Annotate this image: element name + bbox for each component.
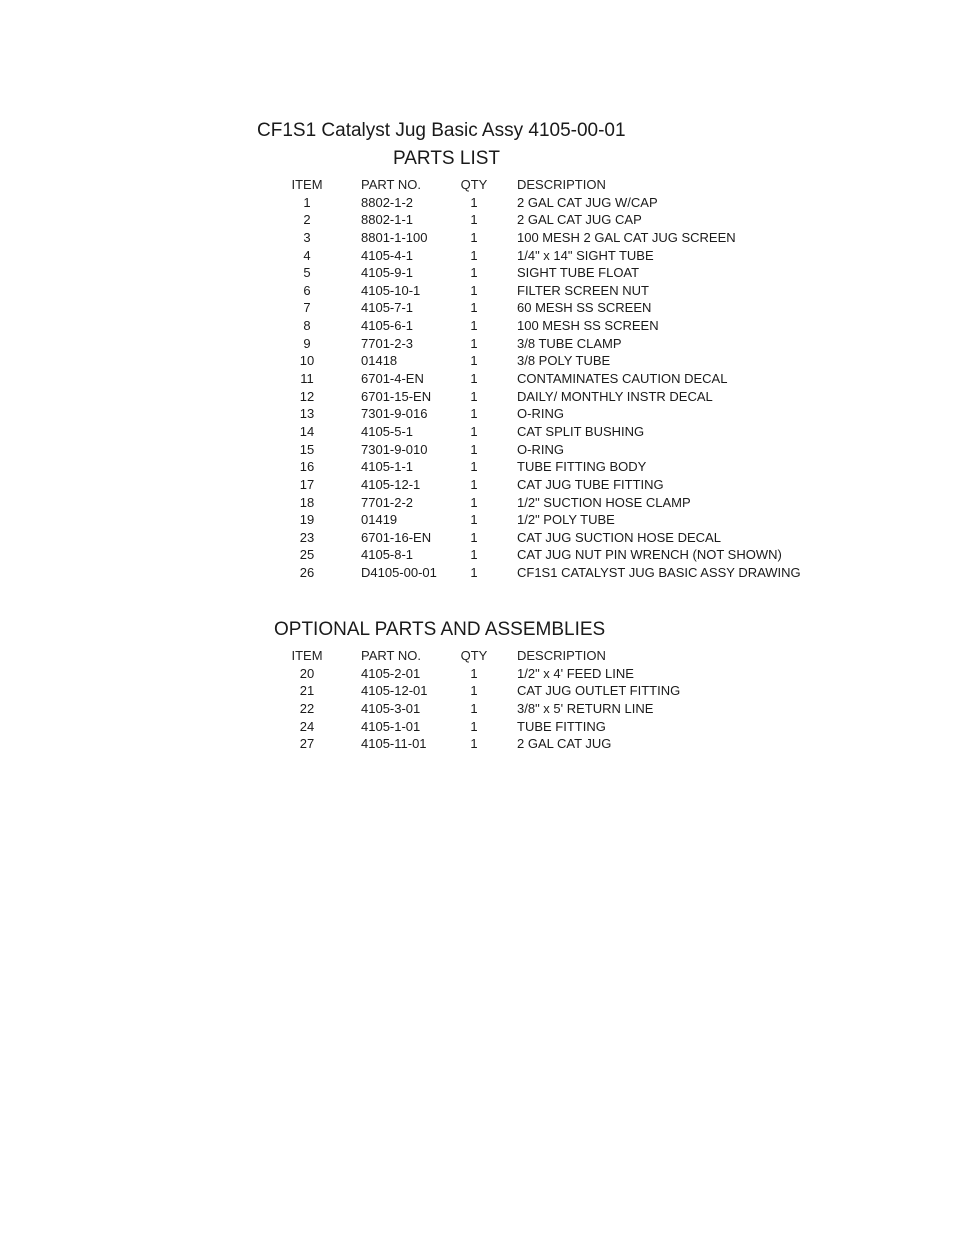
description: 100 MESH 2 GAL CAT JUG SCREEN <box>517 229 736 245</box>
part-number: 4105-1-1 <box>361 459 414 475</box>
item-number: 15 <box>299 441 315 457</box>
quantity: 1 <box>470 247 478 263</box>
item-number: 19 <box>299 512 315 528</box>
parts-list-heading: PARTS LIST <box>393 148 500 169</box>
description: 1/2" SUCTION HOSE CLAMP <box>517 494 691 510</box>
quantity: 1 <box>470 212 478 228</box>
item-number: 20 <box>299 665 315 681</box>
part-number: D4105-00-01 <box>361 565 437 581</box>
column-header-part-no: PART NO. <box>361 648 421 663</box>
description: FILTER SCREEN NUT <box>517 282 649 298</box>
item-number: 11 <box>300 371 314 387</box>
item-number: 26 <box>299 565 315 581</box>
part-number: 6701-15-EN <box>361 388 432 404</box>
document-title: CF1S1 Catalyst Jug Basic Assy 4105-00-01 <box>257 120 626 141</box>
part-number: 4105-2-01 <box>361 665 421 681</box>
item-number: 24 <box>299 718 315 734</box>
quantity: 1 <box>470 353 478 369</box>
column-header-qty: QTY <box>460 648 488 663</box>
column-header-item: ITEM <box>291 648 323 663</box>
part-number: 4105-10-1 <box>361 282 421 298</box>
description: TUBE FITTING BODY <box>517 459 647 475</box>
quantity: 1 <box>470 700 478 716</box>
part-number: 4105-11-01 <box>361 736 427 752</box>
part-number: 8802-1-1 <box>361 212 414 228</box>
part-number: 8802-1-2 <box>361 194 414 210</box>
quantity: 1 <box>470 476 478 492</box>
quantity: 1 <box>470 406 478 422</box>
column-header-part-no: PART NO. <box>361 177 421 192</box>
quantity: 1 <box>470 547 478 563</box>
description: 60 MESH SS SCREEN <box>517 300 652 316</box>
part-number: 4105-8-1 <box>361 547 414 563</box>
part-number: 8801-1-100 <box>361 229 428 245</box>
description: 1/2" x 4' FEED LINE <box>517 665 634 681</box>
item-number: 25 <box>299 547 315 563</box>
description: TUBE FITTING <box>517 718 606 734</box>
part-number: 4105-6-1 <box>361 318 414 334</box>
description: CAT SPLIT BUSHING <box>517 423 645 439</box>
quantity: 1 <box>470 441 478 457</box>
part-number: 4105-9-1 <box>361 265 414 281</box>
quantity: 1 <box>470 423 478 439</box>
description: CF1S1 CATALYST JUG BASIC ASSY DRAWING <box>517 565 801 581</box>
item-number: 7 <box>303 300 311 316</box>
item-number: 5 <box>303 265 311 281</box>
quantity: 1 <box>470 194 478 210</box>
quantity: 1 <box>470 494 478 510</box>
item-number: 17 <box>299 476 315 492</box>
description: CAT JUG NUT PIN WRENCH (NOT SHOWN) <box>517 547 782 563</box>
description: CAT JUG SUCTION HOSE DECAL <box>517 529 721 545</box>
part-number: 01418 <box>361 353 398 369</box>
part-number: 6701-4-EN <box>361 371 424 387</box>
item-number: 3 <box>303 229 311 245</box>
item-number: 9 <box>303 335 311 351</box>
part-number: 4105-1-01 <box>361 718 421 734</box>
quantity: 1 <box>470 371 478 387</box>
part-number: 6701-16-EN <box>361 529 432 545</box>
description: 2 GAL CAT JUG CAP <box>517 212 642 228</box>
description: 3/8" x 5' RETURN LINE <box>517 700 654 716</box>
part-number: 4105-12-01 <box>361 683 428 699</box>
item-number: 21 <box>299 683 315 699</box>
description: SIGHT TUBE FLOAT <box>517 265 640 281</box>
quantity: 1 <box>470 388 478 404</box>
description: 2 GAL CAT JUG W/CAP <box>517 194 658 210</box>
item-number: 6 <box>303 282 311 298</box>
description: CAT JUG OUTLET FITTING <box>517 683 681 699</box>
quantity: 1 <box>470 335 478 351</box>
description: 100 MESH SS SCREEN <box>517 318 659 334</box>
description: 1/4" x 14" SIGHT TUBE <box>517 247 654 263</box>
quantity: 1 <box>470 229 478 245</box>
quantity: 1 <box>470 265 478 281</box>
item-number: 22 <box>299 700 315 716</box>
part-number: 7701-2-3 <box>361 335 414 351</box>
column-header-description: DESCRIPTION <box>517 177 606 192</box>
item-number: 14 <box>299 423 315 439</box>
item-number: 1 <box>303 194 311 210</box>
description: CAT JUG TUBE FITTING <box>517 476 664 492</box>
quantity: 1 <box>470 565 478 581</box>
quantity: 1 <box>470 718 478 734</box>
description: DAILY/ MONTHLY INSTR DECAL <box>517 388 713 404</box>
quantity: 1 <box>470 300 478 316</box>
optional-parts-heading: OPTIONAL PARTS AND ASSEMBLIES <box>274 619 606 640</box>
item-number: 18 <box>299 494 315 510</box>
item-number: 2 <box>303 212 311 228</box>
quantity: 1 <box>470 529 478 545</box>
item-number: 13 <box>299 406 315 422</box>
column-header-description: DESCRIPTION <box>517 648 606 663</box>
item-number: 16 <box>299 459 315 475</box>
description: O-RING <box>517 406 564 422</box>
column-header-item: ITEM <box>291 177 323 192</box>
description: 1/2" POLY TUBE <box>517 512 615 528</box>
part-number: 7301-9-016 <box>361 406 428 422</box>
item-number: 27 <box>299 736 315 752</box>
part-number: 4105-12-1 <box>361 476 421 492</box>
part-number: 7301-9-010 <box>361 441 428 457</box>
item-number: 4 <box>303 247 311 263</box>
item-number: 10 <box>299 353 315 369</box>
quantity: 1 <box>470 459 478 475</box>
description: 2 GAL CAT JUG <box>517 736 612 752</box>
part-number: 4105-5-1 <box>361 423 414 439</box>
quantity: 1 <box>470 512 478 528</box>
description: 3/8 TUBE CLAMP <box>517 335 622 351</box>
quantity: 1 <box>470 282 478 298</box>
item-number: 12 <box>299 388 315 404</box>
quantity: 1 <box>470 736 478 752</box>
description: CONTAMINATES CAUTION DECAL <box>517 371 728 387</box>
part-number: 7701-2-2 <box>361 494 414 510</box>
part-number: 4105-3-01 <box>361 700 421 716</box>
quantity: 1 <box>470 683 478 699</box>
quantity: 1 <box>470 318 478 334</box>
part-number: 4105-4-1 <box>361 247 414 263</box>
column-header-qty: QTY <box>460 177 488 192</box>
quantity: 1 <box>470 665 478 681</box>
part-number: 4105-7-1 <box>361 300 414 316</box>
description: O-RING <box>517 441 564 457</box>
item-number: 8 <box>303 318 311 334</box>
description: 3/8 POLY TUBE <box>517 353 611 369</box>
item-number: 23 <box>299 529 315 545</box>
part-number: 01419 <box>361 512 398 528</box>
